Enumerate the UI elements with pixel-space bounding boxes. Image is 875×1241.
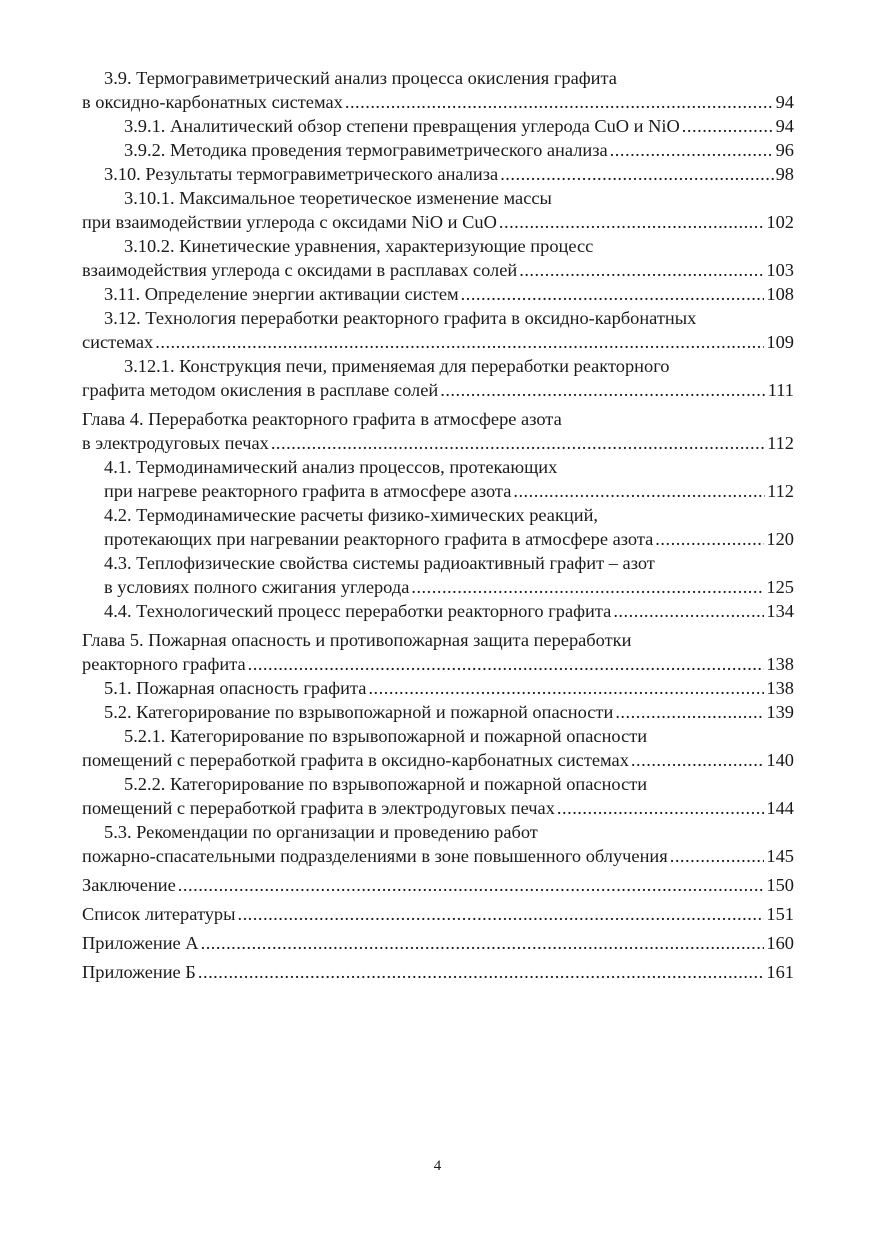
dot-leader [155, 330, 764, 354]
toc-title: Глава 5. Пожарная опасность и противопожарная защита переработки [82, 630, 632, 650]
toc-entry-4-4 [82, 599, 794, 623]
toc-title: 3.9. Термогравиметрический анализ процесса окисления графита [104, 68, 617, 88]
toc-title: 4.3. Теплофизические свойства системы радиоактивный графит – азот [104, 553, 655, 573]
toc-entry-4-1-line1 [82, 455, 794, 479]
toc-entry-3-10 [82, 162, 794, 186]
toc-page-number: 102 [766, 212, 794, 232]
toc-title: 3.10.1. Максимальное теоретическое изменение массы [124, 188, 552, 208]
toc-title: 4.2. Термодинамические расчеты физико-химических реакций, [104, 505, 599, 525]
toc-entry-3-9 [82, 90, 794, 114]
toc-entry-3-10-2-line1 [82, 234, 794, 258]
toc-page-number: 96 [775, 140, 794, 160]
toc-title: помещений с переработкой графита в электродуговых печах [82, 798, 555, 818]
dot-leader [198, 960, 765, 984]
toc-entry-3-10-1-line1 [82, 186, 794, 210]
dot-leader [248, 652, 765, 676]
toc-entry-5-2-1 [82, 748, 794, 772]
toc-appendix-a [82, 931, 794, 955]
dot-leader [615, 700, 764, 724]
toc-entry-3-12 [82, 330, 794, 354]
toc-page-number: 140 [766, 750, 794, 770]
toc-page-number: 125 [766, 577, 794, 597]
toc-entry-5-3 [82, 844, 794, 868]
toc-references [82, 902, 794, 926]
toc-entry-4-2 [82, 527, 794, 551]
toc-title: 5.3. Рекомендации по организации и проведению работ [104, 822, 538, 842]
toc-title: помещений с переработкой графита в оксидно-карбонатных системах [82, 750, 629, 770]
toc-title: 3.9.1. Аналитический обзор степени превращения углерода CuO и NiO [124, 116, 680, 136]
toc-title: в электродуговых печах [82, 433, 269, 453]
toc-title: 3.12. Технология переработки реакторного графита в оксидно-карбонатных [104, 308, 697, 328]
toc-entry-5-1 [82, 676, 794, 700]
toc-page-number: 145 [766, 846, 794, 866]
dot-leader [411, 575, 764, 599]
toc-entry-3-11 [82, 282, 794, 306]
dot-leader [271, 431, 765, 455]
toc-entry-3-10-1 [82, 210, 794, 234]
toc-page-number: 103 [766, 260, 794, 280]
dot-leader [440, 378, 766, 402]
toc-page-number: 94 [775, 116, 794, 136]
toc-page-number: 112 [767, 433, 794, 453]
toc-entry-3-12-line1 [82, 306, 794, 330]
toc-page-number: 109 [766, 332, 794, 352]
toc-chapter-4 [82, 431, 794, 455]
dot-leader [610, 138, 774, 162]
toc-title: пожарно-спасательными подразделениями в зоне повышенного облучения [82, 846, 668, 866]
toc-chapter-5 [82, 652, 794, 676]
toc-title: 4.1. Термодинамический анализ процессов, протекающих [104, 457, 558, 477]
toc-page-number: 138 [766, 654, 794, 674]
toc-title: 3.11. Определение энергии активации систем [104, 284, 459, 304]
dot-leader [499, 210, 765, 234]
toc-title: 3.9.2. Методика проведения термогравиметрического анализа [124, 140, 608, 160]
toc-title: 3.12.1. Конструкция печи, применяемая для переработки реакторного [124, 356, 670, 376]
dot-leader [500, 162, 773, 186]
toc-title: 3.10. Результаты термогравиметрического анализа [104, 164, 499, 184]
toc-title: в оксидно-карбонатных системах [82, 92, 343, 112]
toc-title: системах [82, 332, 154, 352]
toc-page-number: 120 [766, 529, 794, 549]
toc-title: реакторного графита [82, 654, 246, 674]
toc-page-number: 111 [767, 380, 794, 400]
toc-entry-3-10-2 [82, 258, 794, 282]
toc-entry-3-9-2 [82, 138, 794, 162]
toc-chapter-4-line1 [82, 407, 794, 431]
toc-appendix-b [82, 960, 794, 984]
toc-title: 3.10.2. Кинетические уравнения, характеризующие процесс [124, 236, 594, 256]
toc-title: 5.2. Категорирование по взрывопожарной и пожарной опасности [104, 702, 614, 722]
toc-title: 5.2.1. Категорирование по взрывопожарной и пожарной опасности [124, 726, 648, 746]
toc-page-number: 138 [766, 678, 794, 698]
dot-leader [655, 527, 764, 551]
toc-title: 5.2.2. Категорирование по взрывопожарной и пожарной опасности [124, 774, 648, 794]
dot-leader [613, 599, 764, 623]
dot-leader [631, 748, 764, 772]
toc-title: при взаимодействии углерода с оксидами NiO и CuO [82, 212, 497, 232]
toc-conclusion [82, 873, 794, 897]
toc-title: графита методом окисления в расплаве солей [82, 380, 439, 400]
toc-entry-5-2-1-line1 [82, 724, 794, 748]
toc-page-number: 134 [766, 601, 794, 621]
toc-title: Список литературы [82, 904, 236, 924]
toc-entry-4-1 [82, 479, 794, 503]
toc-page-number: 112 [767, 481, 794, 501]
toc-page-number: 151 [766, 904, 794, 924]
toc-entry-4-3-line1 [82, 551, 794, 575]
toc-entry-5-2-2-line1 [82, 772, 794, 796]
dot-leader [201, 931, 765, 955]
toc-entry-4-3 [82, 575, 794, 599]
toc-page-number: 161 [766, 962, 794, 982]
toc-entry-5-2-2 [82, 796, 794, 820]
toc-title: протекающих при нагревании реакторного графита в атмосфере азота [104, 529, 654, 549]
toc-page-number: 160 [766, 933, 794, 953]
toc-title: взаимодействия углерода с оксидами в расплавах солей [82, 260, 518, 280]
toc-entry-3-12-1 [82, 378, 794, 402]
toc-page-number: 144 [766, 798, 794, 818]
toc-entry-3-9-line1 [82, 66, 794, 90]
dot-leader [345, 90, 774, 114]
toc-title: Глава 4. Переработка реакторного графита в атмосфере азота [82, 409, 562, 429]
toc-title: 4.4. Технологический процесс переработки реакторного графита [104, 601, 612, 621]
toc-title: 5.1. Пожарная опасность графита [104, 678, 367, 698]
toc-title: Приложение Б [82, 962, 196, 982]
table-of-contents [82, 66, 794, 984]
dot-leader [178, 873, 765, 897]
dot-leader [557, 796, 765, 820]
toc-title: в условиях полного сжигания углерода [104, 577, 410, 597]
toc-entry-5-3-line1 [82, 820, 794, 844]
dot-leader [368, 676, 764, 700]
toc-entry-3-9-1 [82, 114, 794, 138]
dot-leader [237, 902, 764, 926]
toc-chapter-5-line1 [82, 628, 794, 652]
toc-title: при нагреве реакторного графита в атмосфере азота [104, 481, 512, 501]
toc-page-number: 94 [775, 92, 794, 112]
toc-page-number: 150 [766, 875, 794, 895]
dot-leader [519, 258, 764, 282]
toc-title: Заключение [82, 875, 176, 895]
toc-entry-3-12-1-line1 [82, 354, 794, 378]
toc-page-number: 139 [766, 702, 794, 722]
toc-entry-5-2 [82, 700, 794, 724]
dot-leader [513, 479, 765, 503]
toc-page-number: 98 [775, 164, 794, 184]
dot-leader [461, 282, 765, 306]
page-number: 4 [433, 1158, 442, 1174]
toc-page-number: 108 [766, 284, 794, 304]
toc-title: Приложение А [82, 933, 199, 953]
dot-leader [682, 114, 774, 138]
dot-leader [670, 844, 765, 868]
toc-entry-4-2-line1 [82, 503, 794, 527]
